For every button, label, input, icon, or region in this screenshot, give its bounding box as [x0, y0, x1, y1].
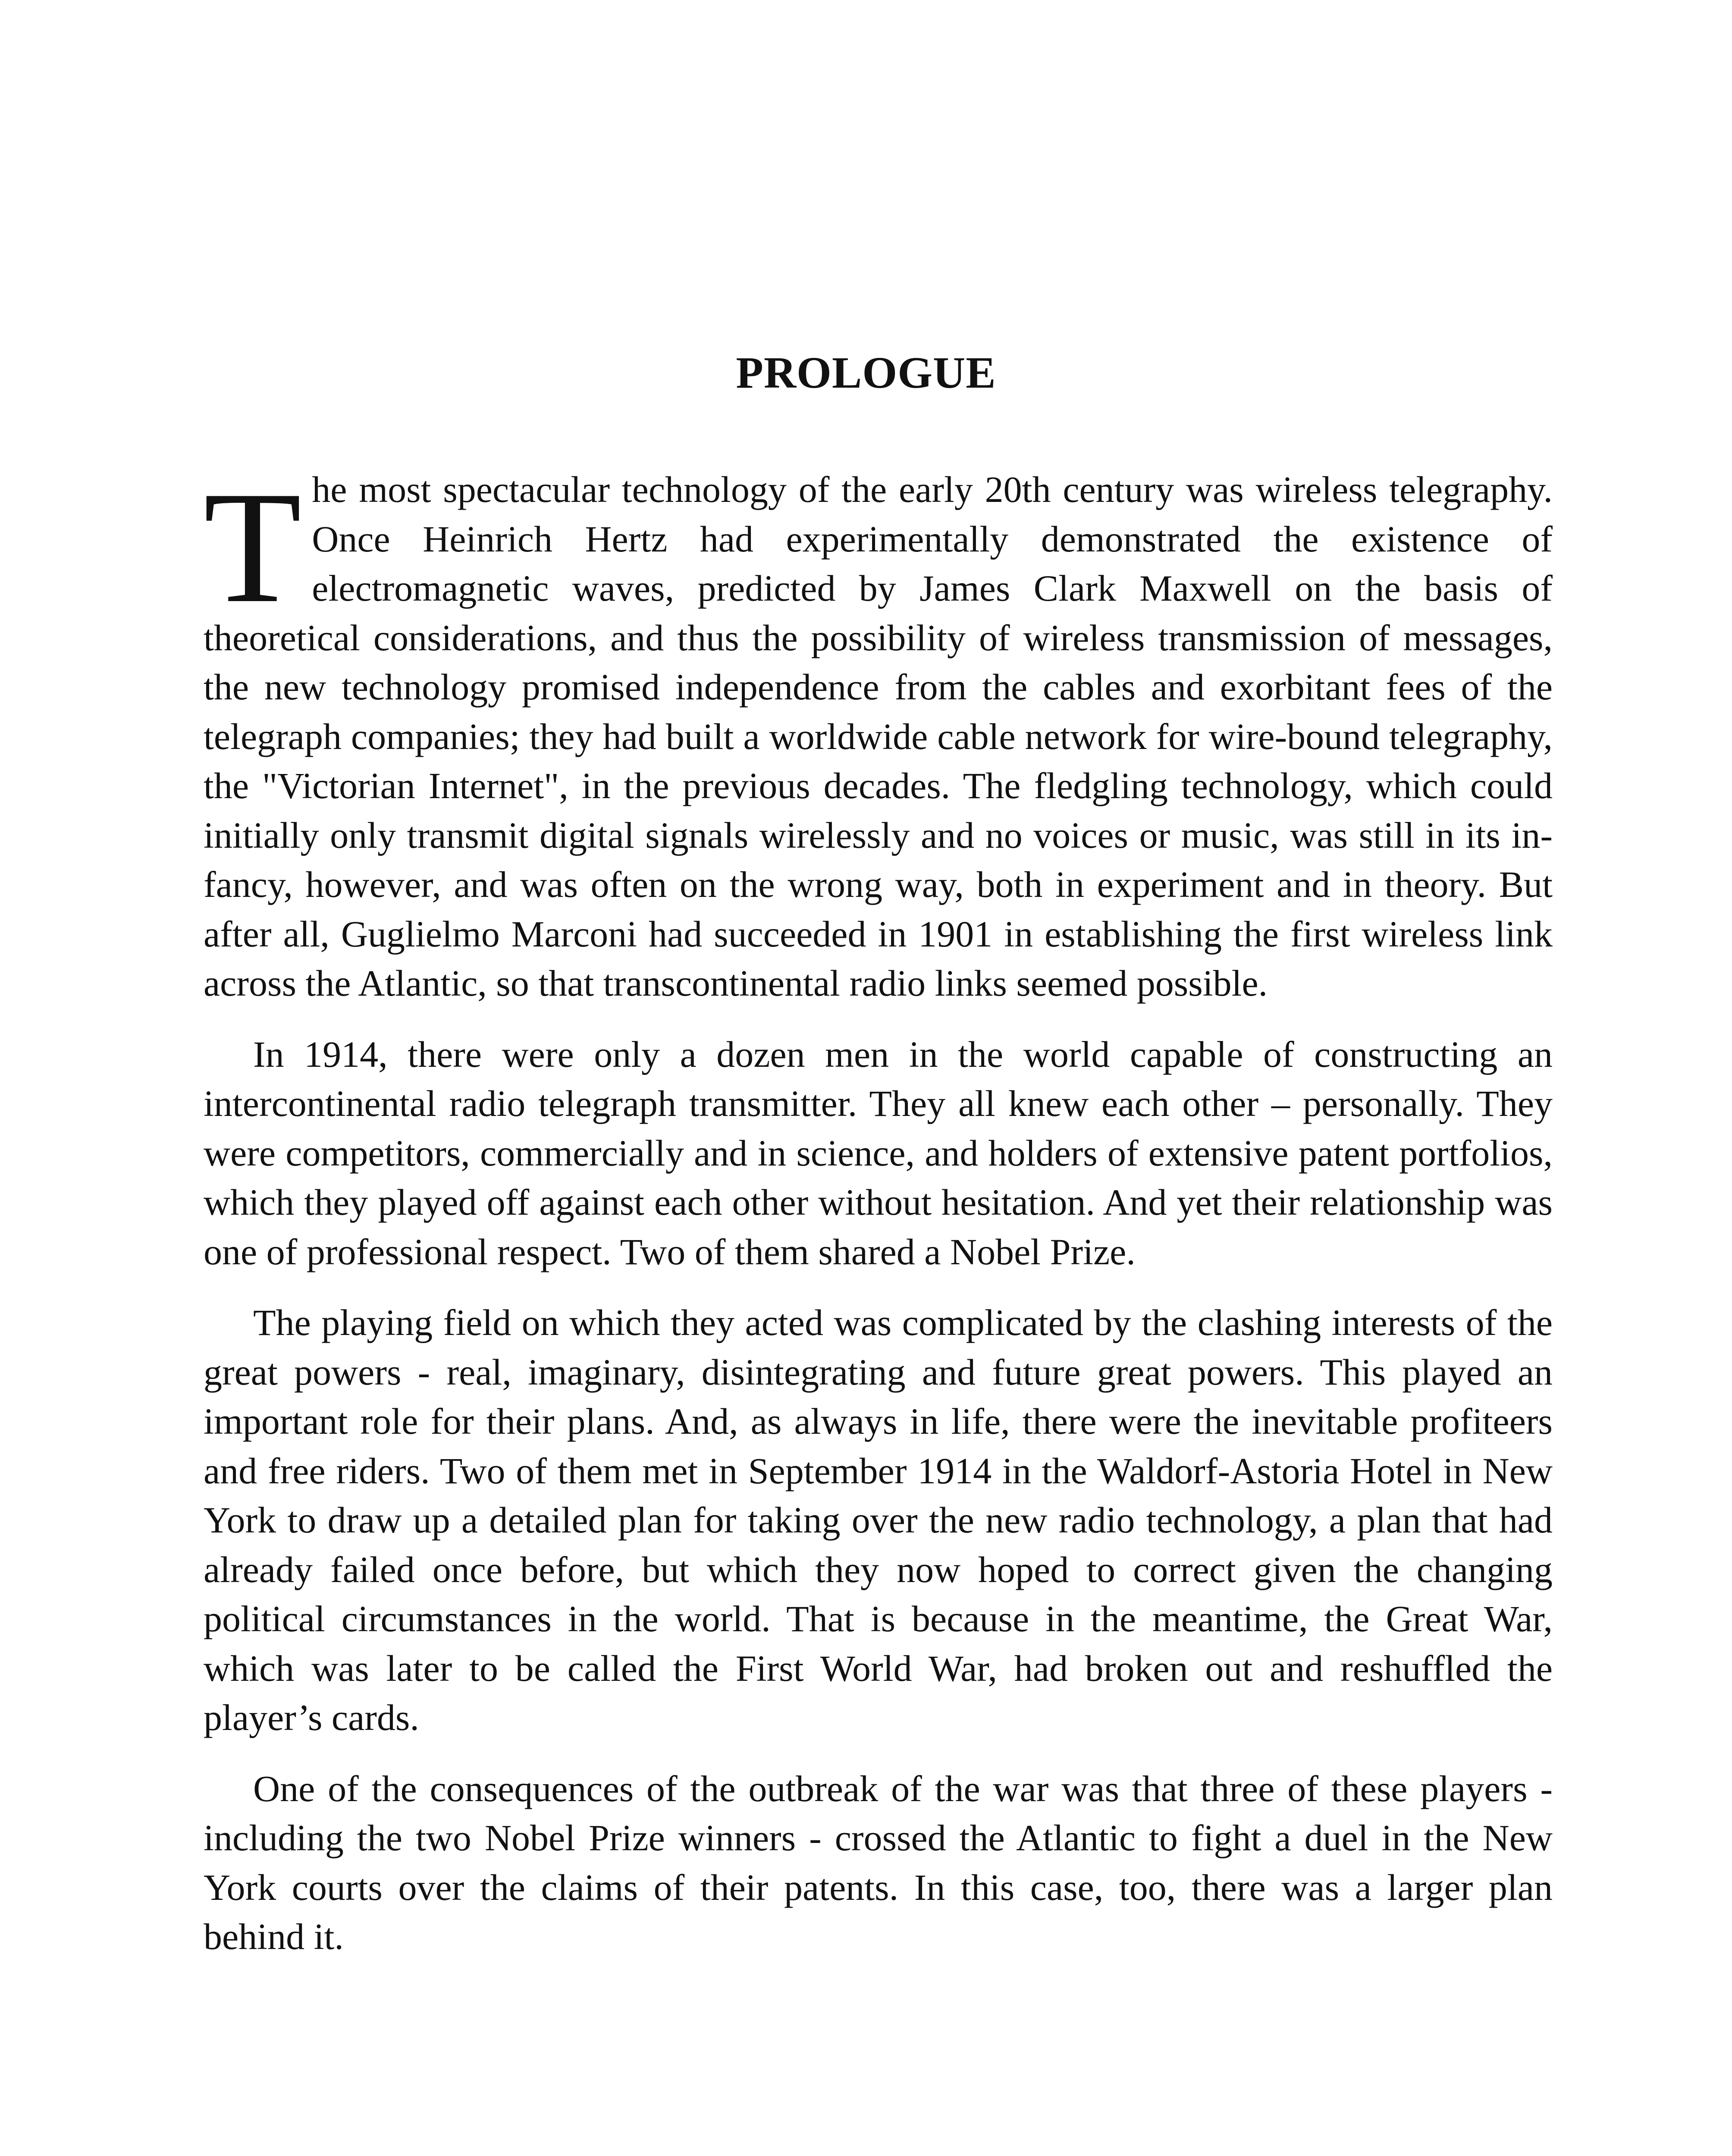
- paragraph-1-text: he most spectacular technology of the early 20th century was wireless telegraphy. Once Heinrich Hertz had experimentally demonstrated the existence of electromagnetic waves, predicted by James Clark Maxwell on the basis of theoretical considerations, and thus the possibility of wireless transmission of messages, the new technology promised independence from the cables and exorbitant fees of the telegraph companies; they had built a worldwide cable network for wire-bound telegraphy, the "Victorian Internet", in the previous decades. The fledgling technology, which could initially only transmit digital signals wirelessly and no voices or music, was still in its infancy, however, and was often on the wrong way, both in experiment and in theory. But after all, Guglielmo Marconi had succeeded in 1901 in establishing the first wireless link across the Atlantic, so that transcontinental radio links seemed possible.: [204, 469, 1553, 1004]
- chapter-title: PROLOGUE: [736, 348, 996, 398]
- paragraph-1: [204, 459, 1553, 1008]
- paragraph-4: One of the consequences of the outbreak of the war was that three of these players - including the two Nobel Prize winners - crossed the Atlantic to fight a duel in the New York courts over the claims of their patents. In this case, too, there was a larger plan behind it.: [204, 1767, 1553, 1957]
- drop-cap: T: [204, 459, 302, 636]
- body-text: [204, 459, 1553, 1983]
- paragraph-3: The playing field on which they acted was complicated by the clashing interests of the great powers - real, imaginary, disintegrating and future great powers. This played an important role for their plans. And, as always in life, there were the inevitable profiteers and free riders. Two of them met in September 1914 in the Waldorf-Astoria Hotel in New York to draw up a detailed plan for taking over the new radio technology, a plan that had already failed once before, but which they now hoped to correct given the changing political circumstances in the world. That is because in the meantime, the Great War, which was later to be called the First World War, had broken out and reshuffled the player’s cards.: [204, 1302, 1553, 1738]
- paragraph-2: In 1914, there were only a dozen men in the world capable of constructing an intercontinental radio telegraph transmitter. They all knew each other – personally. They were competitors, commercially and in science, and holders of extensive patent portfolios, which they played off against each other without hesitation. And yet their relationship was one of professional respect. Two of them shared a Nobel Prize.: [204, 1033, 1553, 1272]
